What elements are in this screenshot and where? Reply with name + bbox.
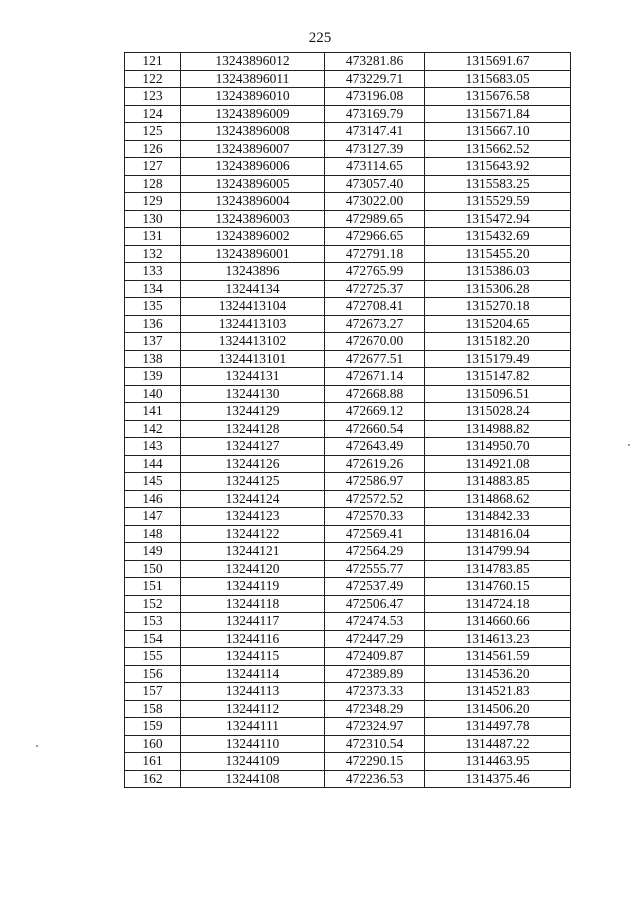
y-coordinate-cell: 1314783.85 [425,560,571,578]
x-coordinate-cell: 472236.53 [325,770,425,788]
x-coordinate-cell: 472765.99 [325,263,425,281]
y-coordinate-cell: 1315529.59 [425,193,571,211]
table-row [125,718,571,736]
x-coordinate-cell: 472660.54 [325,420,425,438]
table-row [125,473,571,491]
y-coordinate-cell: 1315386.03 [425,263,571,281]
point-id-cell: 13243896004 [181,193,325,211]
x-coordinate-cell: 473281.86 [325,53,425,71]
x-coordinate-cell: 472669.12 [325,403,425,421]
scan-speck [36,745,38,747]
point-id-cell: 1324413102 [181,333,325,351]
row-number-cell: 136 [125,315,181,333]
row-number-cell: 140 [125,385,181,403]
row-number-cell: 121 [125,53,181,71]
table-row [125,350,571,368]
table-row [125,525,571,543]
y-coordinate-cell: 1314497.78 [425,718,571,736]
row-number-cell: 159 [125,718,181,736]
table-row [125,385,571,403]
table-row [125,665,571,683]
y-coordinate-cell: 1314816.04 [425,525,571,543]
y-coordinate-cell: 1315671.84 [425,105,571,123]
table-row [125,298,571,316]
point-id-cell: 13244115 [181,648,325,666]
table-body [125,53,571,788]
table-row [125,683,571,701]
y-coordinate-cell: 1314375.46 [425,770,571,788]
x-coordinate-cell: 472725.37 [325,280,425,298]
row-number-cell: 122 [125,70,181,88]
x-coordinate-cell: 472670.00 [325,333,425,351]
y-coordinate-cell: 1314724.18 [425,595,571,613]
x-coordinate-cell: 472673.27 [325,315,425,333]
table-row [125,333,571,351]
table-row [125,280,571,298]
x-coordinate-cell: 472564.29 [325,543,425,561]
y-coordinate-cell: 1315676.58 [425,88,571,106]
table-row [125,315,571,333]
x-coordinate-cell: 472791.18 [325,245,425,263]
row-number-cell: 132 [125,245,181,263]
row-number-cell: 141 [125,403,181,421]
x-coordinate-cell: 472310.54 [325,735,425,753]
point-id-cell: 13244125 [181,473,325,491]
point-id-cell: 13244111 [181,718,325,736]
row-number-cell: 131 [125,228,181,246]
row-number-cell: 142 [125,420,181,438]
x-coordinate-cell: 472447.29 [325,630,425,648]
row-number-cell: 123 [125,88,181,106]
point-id-cell: 13244113 [181,683,325,701]
table-row [125,158,571,176]
table-row [125,140,571,158]
y-coordinate-cell: 1314799.94 [425,543,571,561]
row-number-cell: 130 [125,210,181,228]
point-id-cell: 13243896005 [181,175,325,193]
point-id-cell: 1324413104 [181,298,325,316]
table-row [125,70,571,88]
row-number-cell: 152 [125,595,181,613]
row-number-cell: 125 [125,123,181,141]
point-id-cell: 13244119 [181,578,325,596]
y-coordinate-cell: 1314521.83 [425,683,571,701]
row-number-cell: 126 [125,140,181,158]
y-coordinate-cell: 1315306.28 [425,280,571,298]
point-id-cell: 13244122 [181,525,325,543]
x-coordinate-cell: 472619.26 [325,455,425,473]
point-id-cell: 13244131 [181,368,325,386]
point-id-cell: 1324413101 [181,350,325,368]
x-coordinate-cell: 472324.97 [325,718,425,736]
y-coordinate-cell: 1314988.82 [425,420,571,438]
y-coordinate-cell: 1314760.15 [425,578,571,596]
point-id-cell: 13244123 [181,508,325,526]
row-number-cell: 128 [125,175,181,193]
table-row [125,770,571,788]
point-id-cell: 13243896003 [181,210,325,228]
y-coordinate-cell: 1315667.10 [425,123,571,141]
y-coordinate-cell: 1315179.49 [425,350,571,368]
point-id-cell: 13243896009 [181,105,325,123]
table-row [125,228,571,246]
y-coordinate-cell: 1315204.65 [425,315,571,333]
row-number-cell: 135 [125,298,181,316]
y-coordinate-cell: 1314536.20 [425,665,571,683]
page-number: 225 [308,30,332,46]
y-coordinate-cell: 1315472.94 [425,210,571,228]
x-coordinate-cell: 472677.51 [325,350,425,368]
row-number-cell: 143 [125,438,181,456]
x-coordinate-cell: 472671.14 [325,368,425,386]
x-coordinate-cell: 473114.65 [325,158,425,176]
y-coordinate-cell: 1315182.20 [425,333,571,351]
row-number-cell: 153 [125,613,181,631]
y-coordinate-cell: 1315643.92 [425,158,571,176]
table-row [125,543,571,561]
y-coordinate-cell: 1314561.59 [425,648,571,666]
y-coordinate-cell: 1315583.25 [425,175,571,193]
table-row [125,368,571,386]
y-coordinate-cell: 1314506.20 [425,700,571,718]
row-number-cell: 162 [125,770,181,788]
coordinates-table [124,52,571,788]
y-coordinate-cell: 1314660.66 [425,613,571,631]
point-id-cell: 13243896010 [181,88,325,106]
point-id-cell: 13244127 [181,438,325,456]
x-coordinate-cell: 472708.41 [325,298,425,316]
x-coordinate-cell: 472409.87 [325,648,425,666]
row-number-cell: 137 [125,333,181,351]
x-coordinate-cell: 472373.33 [325,683,425,701]
table-row [125,595,571,613]
x-coordinate-cell: 473169.79 [325,105,425,123]
x-coordinate-cell: 472572.52 [325,490,425,508]
table-row [125,193,571,211]
point-id-cell: 13243896002 [181,228,325,246]
y-coordinate-cell: 1315683.05 [425,70,571,88]
point-id-cell: 13243896008 [181,123,325,141]
x-coordinate-cell: 473229.71 [325,70,425,88]
point-id-cell: 13244112 [181,700,325,718]
y-coordinate-cell: 1314883.85 [425,473,571,491]
table-row [125,438,571,456]
table-row [125,175,571,193]
x-coordinate-cell: 472570.33 [325,508,425,526]
point-id-cell: 13244134 [181,280,325,298]
point-id-cell: 13243896 [181,263,325,281]
point-id-cell: 13244116 [181,630,325,648]
row-number-cell: 144 [125,455,181,473]
table-row [125,263,571,281]
row-number-cell: 158 [125,700,181,718]
y-coordinate-cell: 1315432.69 [425,228,571,246]
point-id-cell: 13244114 [181,665,325,683]
x-coordinate-cell: 472668.88 [325,385,425,403]
point-id-cell: 13244120 [181,560,325,578]
row-number-cell: 150 [125,560,181,578]
x-coordinate-cell: 473147.41 [325,123,425,141]
table-row [125,648,571,666]
row-number-cell: 127 [125,158,181,176]
table-row [125,105,571,123]
row-number-cell: 161 [125,753,181,771]
table-row [125,490,571,508]
point-id-cell: 13243896006 [181,158,325,176]
x-coordinate-cell: 472555.77 [325,560,425,578]
row-number-cell: 146 [125,490,181,508]
row-number-cell: 151 [125,578,181,596]
y-coordinate-cell: 1315691.67 [425,53,571,71]
point-id-cell: 13243896011 [181,70,325,88]
x-coordinate-cell: 472537.49 [325,578,425,596]
point-id-cell: 13244110 [181,735,325,753]
x-coordinate-cell: 473196.08 [325,88,425,106]
table-row [125,753,571,771]
x-coordinate-cell: 472586.97 [325,473,425,491]
y-coordinate-cell: 1314950.70 [425,438,571,456]
row-number-cell: 154 [125,630,181,648]
point-id-cell: 13244130 [181,385,325,403]
row-number-cell: 133 [125,263,181,281]
table-row [125,88,571,106]
x-coordinate-cell: 473127.39 [325,140,425,158]
y-coordinate-cell: 1315270.18 [425,298,571,316]
row-number-cell: 157 [125,683,181,701]
row-number-cell: 124 [125,105,181,123]
table-row [125,630,571,648]
table-row [125,735,571,753]
x-coordinate-cell: 472290.15 [325,753,425,771]
row-number-cell: 129 [125,193,181,211]
point-id-cell: 13244126 [181,455,325,473]
table-row [125,613,571,631]
y-coordinate-cell: 1314842.33 [425,508,571,526]
scan-speck [628,444,630,446]
row-number-cell: 145 [125,473,181,491]
row-number-cell: 156 [125,665,181,683]
y-coordinate-cell: 1314613.23 [425,630,571,648]
point-id-cell: 13243896001 [181,245,325,263]
row-number-cell: 148 [125,525,181,543]
table-row [125,53,571,71]
table-row [125,508,571,526]
row-number-cell: 134 [125,280,181,298]
point-id-cell: 13243896007 [181,140,325,158]
point-id-cell: 13244117 [181,613,325,631]
x-coordinate-cell: 472506.47 [325,595,425,613]
row-number-cell: 147 [125,508,181,526]
x-coordinate-cell: 472389.89 [325,665,425,683]
point-id-cell: 13244129 [181,403,325,421]
y-coordinate-cell: 1314868.62 [425,490,571,508]
table-row [125,560,571,578]
table-row [125,123,571,141]
x-coordinate-cell: 472348.29 [325,700,425,718]
table-row [125,403,571,421]
point-id-cell: 13244128 [181,420,325,438]
row-number-cell: 160 [125,735,181,753]
table-row [125,245,571,263]
y-coordinate-cell: 1314463.95 [425,753,571,771]
point-id-cell: 13244108 [181,770,325,788]
x-coordinate-cell: 472989.65 [325,210,425,228]
x-coordinate-cell: 473022.00 [325,193,425,211]
x-coordinate-cell: 472643.49 [325,438,425,456]
x-coordinate-cell: 473057.40 [325,175,425,193]
table-row [125,210,571,228]
x-coordinate-cell: 472966.65 [325,228,425,246]
y-coordinate-cell: 1314921.08 [425,455,571,473]
point-id-cell: 13244121 [181,543,325,561]
point-id-cell: 13243896012 [181,53,325,71]
point-id-cell: 13244109 [181,753,325,771]
y-coordinate-cell: 1315662.52 [425,140,571,158]
row-number-cell: 155 [125,648,181,666]
row-number-cell: 149 [125,543,181,561]
x-coordinate-cell: 472569.41 [325,525,425,543]
point-id-cell: 13244124 [181,490,325,508]
table-row [125,455,571,473]
point-id-cell: 1324413103 [181,315,325,333]
row-number-cell: 138 [125,350,181,368]
point-id-cell: 13244118 [181,595,325,613]
y-coordinate-cell: 1315147.82 [425,368,571,386]
y-coordinate-cell: 1315096.51 [425,385,571,403]
y-coordinate-cell: 1315028.24 [425,403,571,421]
table-row [125,578,571,596]
row-number-cell: 139 [125,368,181,386]
y-coordinate-cell: 1315455.20 [425,245,571,263]
y-coordinate-cell: 1314487.22 [425,735,571,753]
x-coordinate-cell: 472474.53 [325,613,425,631]
table-row [125,420,571,438]
table-row [125,700,571,718]
